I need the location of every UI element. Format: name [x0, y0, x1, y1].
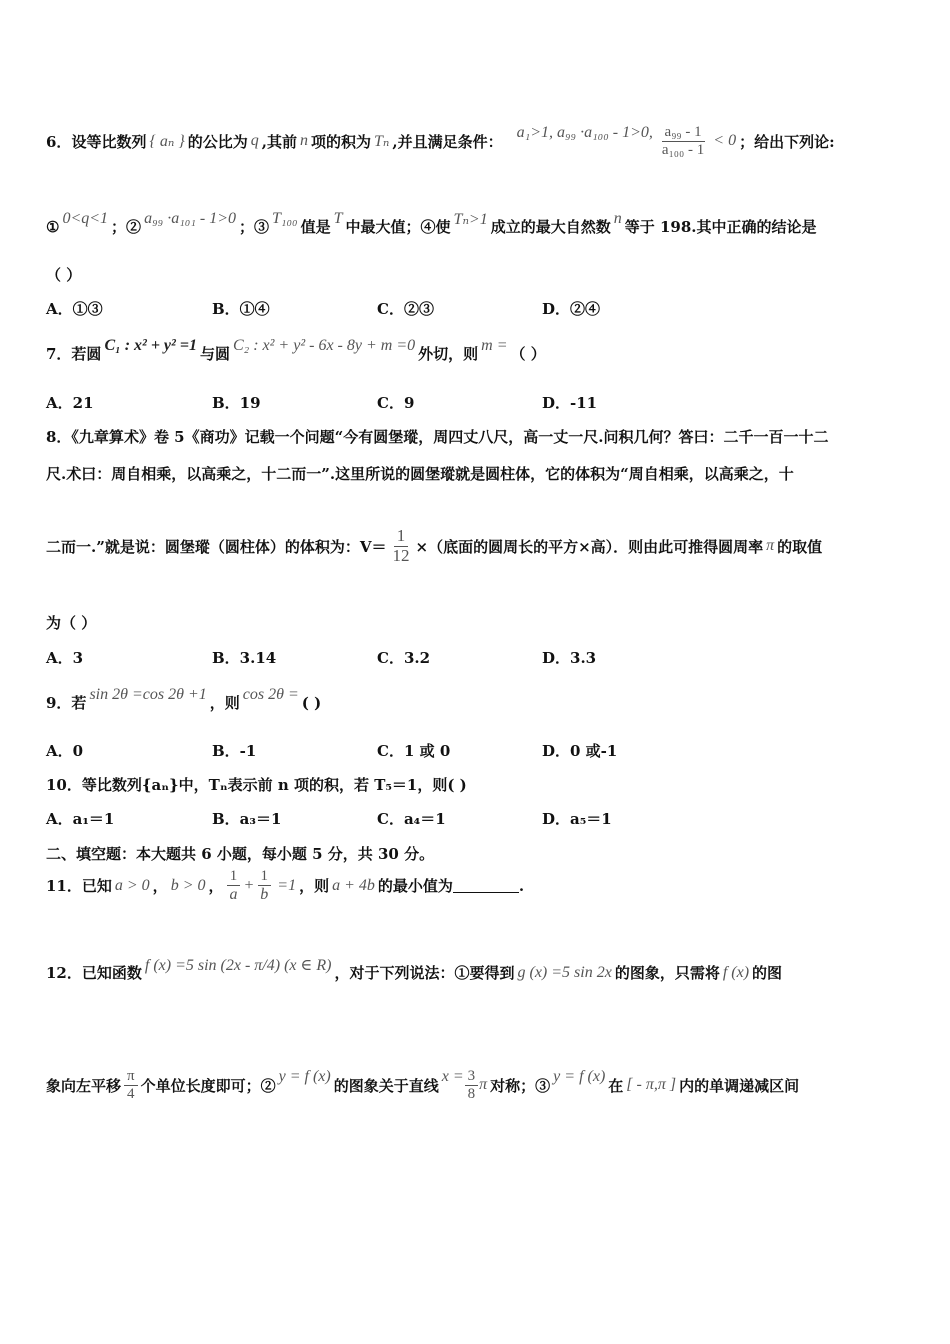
q11-number: 11．已知	[46, 877, 112, 896]
q6-frac-num: a₉₉ - 1	[662, 124, 705, 142]
q11-end: .	[518, 876, 525, 895]
q8-option-d: D．3.3	[542, 649, 597, 667]
q8-math-pi: π	[766, 537, 775, 555]
q12-line1	[46, 956, 906, 983]
q12-math-g: g (x) =5 sin 2x	[517, 963, 612, 981]
q6-text4: 项的积为	[310, 132, 371, 151]
q12-math-y2: y = f (x)	[553, 1068, 606, 1085]
q9-text2: ( )	[301, 693, 322, 712]
q6-text5: ,并且满足条件：	[392, 132, 503, 151]
q12-frac2-num: 3	[465, 1068, 479, 1086]
q6-math-q: q	[250, 132, 259, 149]
q12-math-f: f (x) =5 sin (2x - π/4) (x ∈ R)	[144, 956, 332, 974]
q9-option-a: A．0	[46, 742, 84, 760]
q6-frac-den: a₁₀₀ - 1	[661, 141, 705, 158]
q12-l2f: 内的单调递减区间	[679, 1076, 800, 1095]
q7-text1: 与圆	[199, 345, 230, 363]
q12-math-pi: π	[479, 1076, 488, 1093]
q6-c3-math2: T	[333, 209, 343, 227]
q12-text3: 的图	[752, 964, 783, 982]
q9-option-c: C．1 或 0	[377, 742, 451, 760]
q12-math-interval: [ - π,π ]	[626, 1076, 677, 1093]
q10-option-c: C．a₄＝1	[377, 810, 446, 828]
q8-fraction	[390, 527, 413, 565]
q11-sep1: ，	[152, 877, 168, 896]
q6-fraction	[659, 124, 707, 158]
q11-math-expr: a + 4b	[332, 876, 375, 894]
q6-option-a: A．①③	[46, 300, 103, 318]
q12-text1: ，对于下列说法：①要得到	[334, 964, 515, 982]
q11-frac1-num: 1	[227, 868, 241, 886]
q6-text3: ,其前	[261, 132, 297, 151]
q12-frac1-den: 4	[127, 1085, 135, 1102]
q9-option-b: B．-1	[212, 742, 257, 760]
q9-option-d: D．0 或-1	[542, 742, 618, 760]
q11-frac2-den: b	[260, 885, 269, 903]
q12-l2b: 个单位长度即可；②	[140, 1076, 276, 1095]
q11-answer-blank	[453, 878, 519, 893]
q8-line2: 尺.术曰：周自相乘，以高乘之，十二而一”.这里所说的圆堡瑽就是圆柱体，它的体积为“周自相乘，以高乘之，十	[46, 465, 794, 483]
q7-line	[46, 336, 906, 364]
q11-text2: 的最小值为	[377, 877, 453, 896]
q11-plus: +	[243, 876, 255, 894]
q11-frac1	[227, 868, 241, 903]
q6-c4b: 成立的最大自然数	[490, 218, 611, 236]
q10-option-b: B．a₃＝1	[212, 810, 282, 828]
q8-text2: ×（底面的圆周长的平方×高）．则由此可推得圆周率	[415, 537, 764, 556]
q7-option-b: B．19	[212, 394, 261, 412]
q11-text1: ，则	[299, 877, 330, 896]
q11-frac2-num: 1	[258, 868, 272, 886]
q12-l2e: 在	[608, 1076, 624, 1095]
q12-frac1	[124, 1068, 138, 1102]
q8-option-b: B．3.14	[212, 649, 277, 667]
q6-paren: （ ）	[46, 266, 82, 284]
q6-text1: 设等比数列	[71, 132, 147, 151]
q7-option-a: A．21	[46, 394, 94, 412]
q12-number: 12．已知函数	[46, 964, 142, 982]
section2-heading: 二、填空题：本大题共 6 小题，每小题 5 分，共 30 分。	[46, 845, 435, 863]
q11-frac2	[257, 868, 271, 903]
q10-line: 10．等比数列{aₙ}中，Tₙ表示前 n 项的积，若 T₅＝1，则( )	[46, 776, 467, 794]
q6-number: 6．	[46, 132, 72, 151]
q6-line1	[46, 124, 906, 158]
q6-text2: 的公比为	[187, 132, 248, 151]
q6-math-lt0: < 0	[713, 132, 737, 149]
q6-c4c: 等于 198.其中正确的结论是	[624, 218, 817, 236]
q7-math-c1: C₁ : x² + y² =1	[104, 336, 197, 354]
q12-frac2	[465, 1068, 479, 1102]
q12-l2c: 的图象关于直线	[333, 1076, 439, 1095]
q10-option-a: A．a₁＝1	[46, 810, 115, 828]
q12-frac1-num: π	[124, 1068, 138, 1086]
q12-l2a: 象向左平移	[46, 1076, 122, 1095]
q7-option-d: D．-11	[542, 394, 598, 412]
q11-eq: =1	[277, 876, 297, 894]
q6-c1b: ；②	[111, 218, 142, 236]
q9-line	[46, 685, 906, 713]
q6-c4-math: Tₙ>1	[453, 210, 488, 228]
q6-option-b: B．①④	[212, 300, 270, 318]
q11-math-b: b > 0	[170, 876, 206, 894]
q6-math-n: n	[299, 132, 308, 149]
q6-c3b: 值是	[300, 218, 331, 236]
q11-math-a: a > 0	[114, 876, 150, 894]
q8-option-c: C．3.2	[377, 649, 431, 667]
q6-line2	[46, 209, 906, 237]
q11-frac1-den: a	[229, 885, 238, 903]
q12-l2d: 对称；③	[490, 1076, 551, 1095]
q9-math-equation: sin 2θ =cos 2θ +1	[89, 685, 207, 703]
q6-math-sequence: { aₙ }	[149, 133, 185, 150]
q9-math-cos: cos 2θ =	[242, 685, 299, 703]
q12-math-y1: y = f (x)	[278, 1068, 331, 1085]
q6-math-conditions: a₁>1, a₉₉ ·a₁₀₀ - 1>0,	[516, 124, 653, 141]
q7-math-c2: C₂ : x² + y² - 6x - 8y + m =0	[232, 336, 416, 354]
q6-c4-math2: n	[613, 209, 622, 227]
q12-math-x: x =	[441, 1068, 464, 1085]
q8-frac-den: 12	[392, 545, 410, 565]
q8-text3: 的取值	[777, 537, 823, 556]
q8-text1: 二而一.”就是说：圆堡瑽（圆柱体）的体积为：V＝	[46, 537, 387, 556]
q10-option-d: D．a₅＝1	[542, 810, 612, 828]
q6-text6: ；给出下列论:	[739, 132, 835, 151]
q6-c1-math: 0<q<1	[62, 209, 109, 227]
q6-c2-math: a₉₉ ·a₁₀₁ - 1>0	[144, 209, 236, 227]
q9-number: 9．若	[46, 694, 87, 712]
q8-option-a: A．3	[46, 649, 84, 667]
q11-line	[46, 868, 906, 903]
q12-frac2-den: 8	[467, 1085, 476, 1102]
q8-line4: 为（ ）	[46, 614, 97, 632]
q7-text3: （ ）	[510, 345, 546, 363]
q8-frac-num: 1	[394, 527, 409, 547]
q6-option-d: D．②④	[542, 300, 601, 318]
q7-text2: 外切，则	[418, 345, 479, 363]
q8-line3	[46, 527, 906, 565]
q7-math-m: m =	[481, 336, 508, 354]
q12-text2: 的图象，只需将	[614, 964, 720, 982]
q11-sep2: ，	[208, 877, 224, 896]
q7-number: 7．若圆	[46, 345, 102, 363]
q12-math-fx: f (x)	[722, 963, 750, 981]
q6-c1a: ①	[46, 217, 60, 236]
q7-option-c: C．9	[377, 394, 415, 412]
q8-line1: 8．《九章算术》卷 5《商功》记载一个问题“今有圆堡瑽，周四丈八尺，高一丈一尺.问积几何？答曰：二千一百一十二	[46, 428, 829, 446]
q6-math-Tn: Tₙ	[374, 133, 390, 150]
q9-text1: ，则	[209, 694, 240, 712]
q6-c3-math: T₁₀₀	[272, 209, 298, 227]
q6-c2b: ；③	[239, 218, 270, 236]
q12-line2	[46, 1068, 906, 1102]
q6-c3c: 中最大值；④使	[345, 218, 451, 236]
q6-option-c: C．②③	[377, 300, 434, 318]
